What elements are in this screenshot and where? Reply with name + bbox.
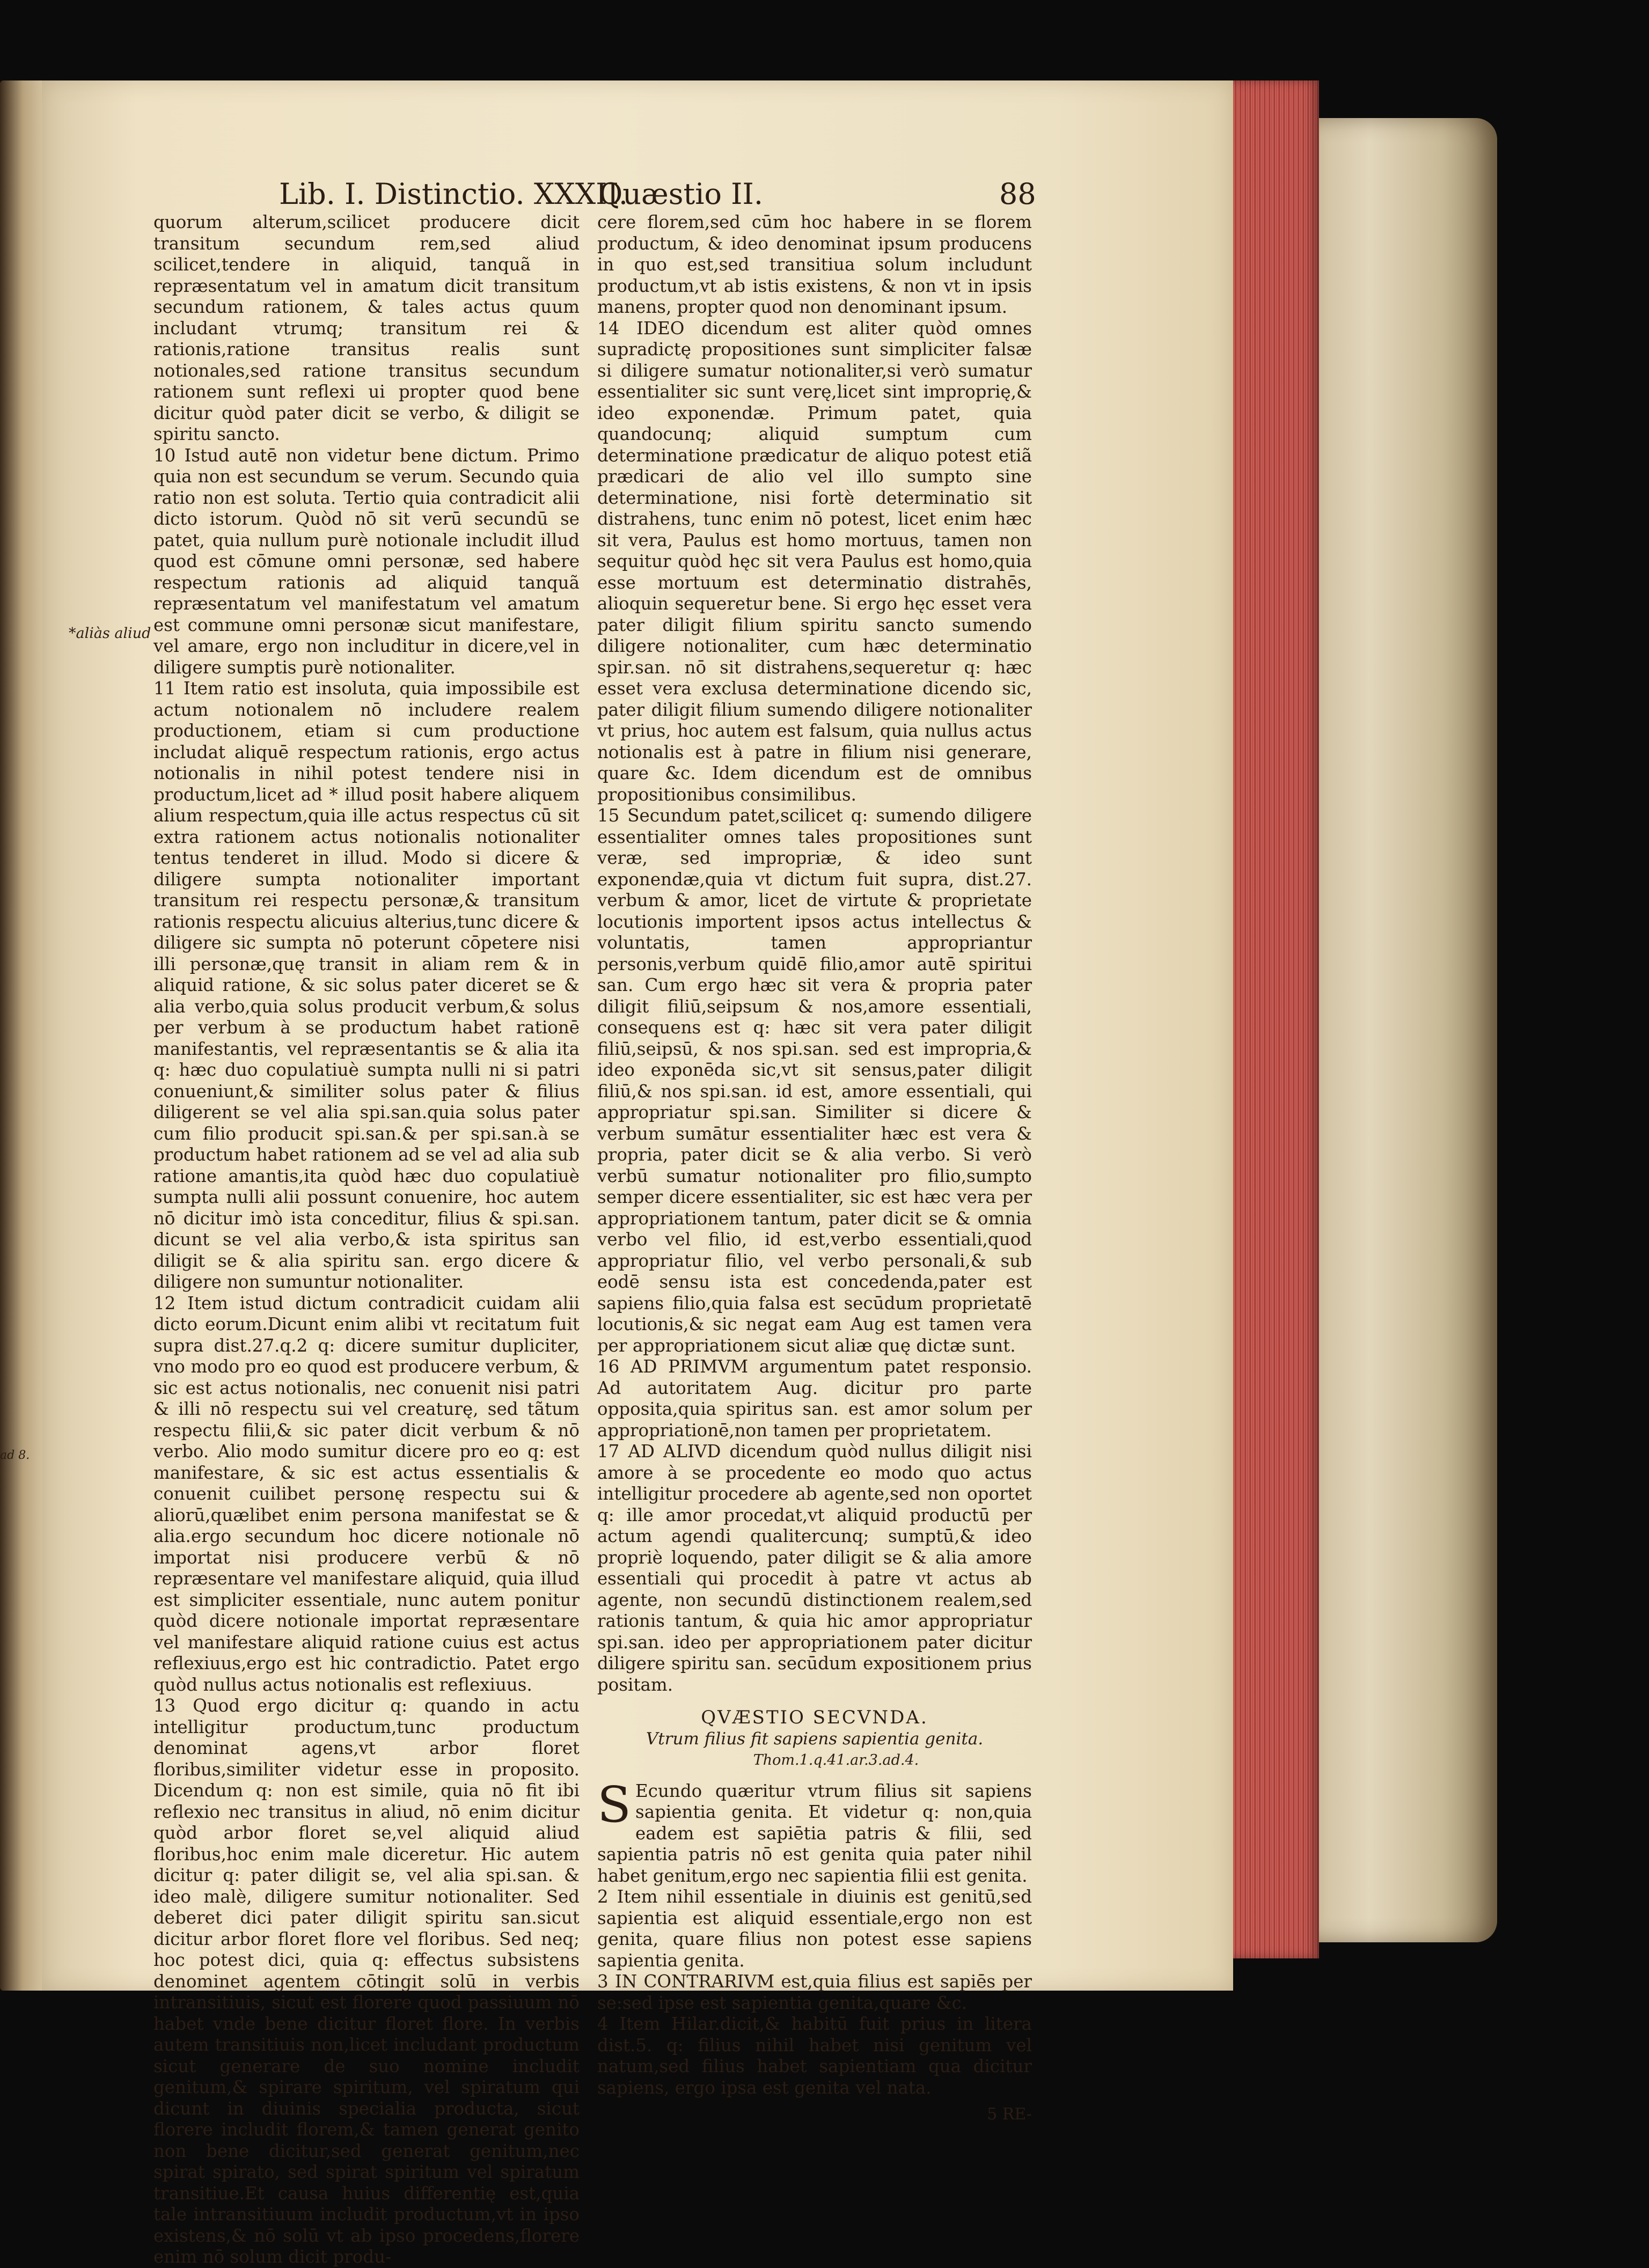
- question-subtitle: Vtrum filius fit sapiens sapientia genita.: [646, 1729, 984, 1749]
- paragraph: 2 Item nihil essentiale in diuinis est genitū,sed sapientia est aliquid essentiale,ergo non est genita, quare filius non potest esse sapiens sapientia genita.: [597, 1887, 1032, 1971]
- paragraph: Ecundo quæritur vtrum filius sit sapiens sapientia genita. Et videtur q: non,quia eadem est sapiētia patris & filii, sed sapientia patris nō est genita quia pater nihil habet genitum,ergo nec sapientia filii est genita.: [597, 1780, 1032, 1886]
- page-number: 88: [999, 177, 1036, 211]
- side-note: *aliàs aliud: [69, 625, 151, 642]
- catchword: 5 RE-: [987, 2105, 1032, 2124]
- paragraph: 10 Istud autē non videtur bene dictum. Primo quia non est secundum se verum. Secundo quia ratio non est soluta. Tertio quia contradicit alii dicto istorum. Quòd nō sit verū secundū se patet, quia nullum purè notionale includit illud quod est cōmune omni personæ, sed habere respectum rationis ad aliquid tanquã repræsentatum vel manifestatum vel amatum est commune omni personæ sicut manifestare, vel amare, ergo non includitur in dicere,vel in diligere sumptis purè notionaliter.: [153, 445, 580, 678]
- page-fore-edge: [1228, 80, 1319, 1958]
- paragraph: 3 IN CONTRARIVM est,quia filius est sapiēs per se:sed ipse est sapientia genita,quare &c.: [597, 1971, 1032, 2013]
- book-binding: [1315, 118, 1497, 1942]
- running-head-question: Quæstio II.: [599, 177, 763, 211]
- paragraph: 15 Secundum patet,scilicet q: sumendo diligere essentialiter omnes tales propositiones sunt veræ, sed impropriæ, & ideo sunt exponendæ,quia vt dictum fuit supra, dist.27. verbum & amor, licet de virtute & proprietate locutionis importent ipsos actus intellectus & voluntatis, tamen appropriantur personis,verbum quidē filio,amor autē spiritui san. Cum ergo hæc sit vera & propria pater diligit filiū,seipsum & nos,amore essentiali, consequens est q: hæc sit vera pater diligit filiū,seipsū, & nos spi.san. sed est impropria,& ideo exponēda sic,vt sit sensus,pater diligit filiū,& nos spi.san. id est, amore essentiali, qui appropriatur spi.san. Similiter si dicere & verbum sumātur essentialiter hæc est vera & propria, pater dicit se & alia verbo. Si verò verbū sumatur notionaliter pro filio,sumpto semper dicere essentialiter, sic est hæc vera per appropriationem tantum, pater dicit se & omnia verbo vel filio, id est,verbo essentiali,quod appropriatur filio, vel verbo personali,& sub eodē sensu ista est concedenda,pater est sapiens filio,quia falsa est secūdum proprietatē locutionis,& sic negat eam Aug est tamen vera per appropriationem sicut aliæ quę dictæ sunt.: [597, 805, 1032, 1356]
- left-margin-note: ad 8.: [0, 1449, 30, 1462]
- paragraph: 12 Item istud dictum contradicit cuidam alii dicto eorum.Dicunt enim alibi vt recitatum fuit supra dist.27.q.2 q: dicere sumitur dupliciter, vno modo pro eo quod est producere verbum, & sic est actus notionalis, nec conuenit nisi patri & illi nō respectu sui vel creaturę, sed tãtum respectu filii,& sic pater dicit verbum & nō verbo. Alio modo sumitur dicere pro eo q: est manifestare, & sic est actus essentialis & conuenit cuilibet personę respectu sui & aliorū,quælibet enim persona manifestat se & alia.ergo secundum hoc dicere notionale nō importat nisi producere verbū & nō repræsentare vel manifestare aliquid, quia illud est simpliciter essentiale, nunc autem ponitur quòd dicere notionale importat repræsentare vel manifestare aliquid ratione cuius est actus reflexiuus,ergo est hic contradictio. Patet ergo quòd nullus actus notionalis est reflexiuus.: [153, 1293, 580, 1695]
- left-page-edge: [0, 80, 46, 1991]
- spine-mark: [1370, 221, 1484, 316]
- question-reference: Thom.1.q.41.ar.3.ad.4.: [753, 1752, 919, 1768]
- paragraph: 11 Item ratio est insoluta, quia impossibile est actum notionalem nō includere realem productionem, etiam si cum productione includat aliquē respectum rationis, ergo actus notionalis in nihil potest tendere nisi in productum,licet ad * illud posit habere aliquem alium respectum,quia ille actus respectus cū sit extra rationem actus notionalis notionaliter tentus tenderet in illud. Modo si dicere & diligere sumpta notionaliter important transitum rei respectu personæ,& transitum rationis respectu alicuius alterius,tunc dicere & diligere sic sumpta nō poterunt cōpetere nisi illi personæ,quę transit in aliam rem & in aliquid ratione, & sic solus pater diceret se & alia verbo,quia solus producit verbum,& solus per verbum à se productum habet rationē manifestantis, vel repræsentantis se & alia ita q: hæc duo copulatiuè sumpta nulli ni si patri conueniunt,& similiter solus pater & filius diligerent se vel alia spi.san.quia solus pater cum filio producit spi.san.& per spi.san.à se productum habet rationem ad se vel ad alia sub ratione amantis,ita quòd hæc duo copulatiuè sumpta nulli alii possunt conuenire, hoc autem nō dicitur imò ista conceditur, filius & spi.san. dicunt se vel alia verbo,& ista spiritus san diligit se & alia spiritu san. ergo dicere & diligere non sumuntur notionaliter.: [153, 678, 580, 1292]
- right-column: [597, 212, 1032, 2125]
- running-head-title: Lib. I. Distinctio. XXXII.: [279, 177, 628, 211]
- paragraph: cere florem,sed cūm hoc habere in se florem productum, & ideo denominat ipsum producens in quo est,sed transitiua solum includunt productum,vt ab istis existens, & non vt in ipsis manens, propter quod non denominant ipsum.: [597, 212, 1032, 317]
- paragraph: 4 Item Hilar.dicit,& habitū fuit prius in litera dist.5. q: filius nihil habet nisi genitum vel natum,sed filius habet sapientiam qua dicitur sapiens, ergo ipsa est genita vel nata.: [597, 2014, 1032, 2098]
- drop-cap: S: [597, 1775, 632, 1833]
- question-title: QVÆSTIO SECVNDA.: [701, 1707, 928, 1728]
- paragraph: 14 IDEO dicendum est aliter quòd omnes supradictę propositiones sunt simpliciter falsæ si diligere sumatur notionaliter,si verò sumatur essentialiter sic sunt verę,licet sint improprię,& ideo exponendæ. Primum patet, quia quandocunq; aliquid sumptum cum determinatione prædicatur de aliquo potest etiã prædicari de alio vel illo sumpto sine determinatione, nisi fortè determinatio sit distrahens, tunc enim nō potest, licet enim hæc sit vera, Paulus est homo mortuus, tamen non sequitur quòd hęc sit vera Paulus est homo,quia esse mortuum est determinatio distrahēs, alioquin sequeretur bene. Si ergo hęc esset vera pater diligit filium spiritu sancto sumendo diligere notionaliter, cum hæc determinatio spir.san. nō sit distrahens,sequeretur q: hæc esset vera exclusa determinatione dicendo sic, pater diligit filium sumendo diligere notionaliter vt prius, hoc autem est falsum, quia nullus actus notionalis est à patre in filium nisi generare, quare &c. Idem dicendum est de omnibus propositionibus consimilibus.: [597, 318, 1032, 805]
- paragraph: 16 AD PRIMVM argumentum patet responsio. Ad autoritatem Aug. dicitur pro parte opposita,quia spiritus san. est amor solum per appropriationē,non tamen per proprietatem.: [597, 1356, 1032, 1441]
- left-column: [153, 212, 580, 2268]
- paragraph: 17 AD ALIVD dicendum quòd nullus diligit nisi amore à se procedente eo modo quo actus intelligitur procedere ab agente,sed non oportet q: ille amor procedat,vt aliquid productū per actum agendi qualitercunq; sumptū,& ideo propriè loquendo, pater diligit se & alia amore essentiali qui procedit à patre vt actus ab agente, non secundū distinctionem realem,sed rationis tantum, & quia hic amor appropriatur spi.san. ideo per appropriationem pater dicitur diligere spiritu san. secūdum expositionem prius positam.: [597, 1441, 1032, 1695]
- question-opening: [597, 1775, 1032, 1887]
- paragraph: quorum alterum,scilicet producere dicit transitum secundum rem,sed aliud scilicet,tendere in aliquid, tanquã in repræsentatum vel in amatum dicit transitum secundum rationem, & tales actus quum includant vtrumq; transitum rei & rationis,ratione transitus realis sunt notionales,sed ratione transitus secundum rationem sunt reflexi ui propter quod bene dicitur quòd pater dicit se verbo, & diligit se spiritu sancto.: [153, 212, 580, 444]
- paragraph: 13 Quod ergo dicitur q: quando in actu intelligitur productum,tunc productum denominat agens,vt arbor floret floribus,similiter videtur esse in proposito. Dicendum q: non est simile, quia nō fit ibi reflexio nec transitus in aliud, nō enim dicitur quòd arbor floret se,vel aliquid aliud floribus,hoc enim male diceretur. Hic autem dicitur q: pater diligit se, vel alia spi.san. & ideo malè, diligere sumitur notionaliter. Sed deberet dici pater diligit spiritu san.sicut dicitur arbor floret flore vel floribus. Sed neq; hoc potest dici, quia q: effectus subsistens denominet agentem cōtingit solū in verbis intransitiuis, sicut est florere quod passiuum nō habet vnde bene dicitur floret flore. In verbis autem transitiuis non,licet includant productum sicut generare de suo nomine includit genitum,& spirare spiritum, vel spiratum qui dicunt in diuinis specialia producta, sicut florere includit florem,& tamen generat genito non bene dicitur,sed generat genitum,nec spirat spirato, sed spirat spiritum vel spiratum transitiue.Et causa huius differentię est,quia tale intransitiuum includit productum,vt in ipso existens,& nō solū vt ab ipso procedens,florere enim nō solum dicit produ-: [153, 1696, 580, 2267]
